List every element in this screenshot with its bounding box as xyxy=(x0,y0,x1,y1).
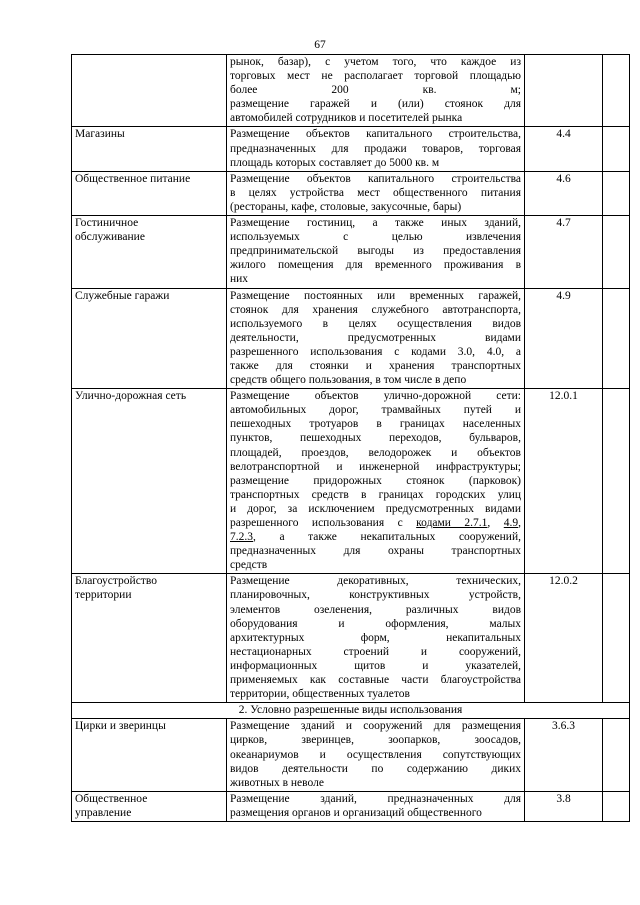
use-name-cell xyxy=(72,574,227,703)
description-line: площадь которых составляет до 5000 кв. м xyxy=(230,156,440,169)
use-name-line: Общественное питание xyxy=(75,172,191,185)
use-description-cell xyxy=(227,127,525,171)
description-line: Размещение декоративных, технических, xyxy=(230,575,521,588)
use-name-cell xyxy=(72,171,227,215)
description-line: площадей, проездов, велодорожек и объектов xyxy=(230,446,521,459)
description-line: деятельности, предусмотренных видами xyxy=(230,331,521,344)
page-number: 67 xyxy=(314,39,326,51)
table-row xyxy=(72,171,630,215)
empty-cell xyxy=(603,216,630,288)
use-name-line: Общественное xyxy=(75,792,148,805)
description-line: территории, общественных туалетов xyxy=(230,688,410,701)
description-line: используемого в целях осуществления видов xyxy=(230,317,521,330)
use-description-cell xyxy=(227,216,525,288)
empty-cell xyxy=(603,288,630,389)
description-line: жилого помещения для временного проживания в xyxy=(230,259,521,272)
empty-cell xyxy=(603,127,630,171)
use-code-cell xyxy=(525,55,603,127)
description-line: в целях устройства мест общественного питания xyxy=(230,186,521,199)
section-row xyxy=(72,703,630,719)
use-code-cell: 3.8 xyxy=(525,791,603,821)
use-code-cell: 3.6.3 xyxy=(525,719,603,791)
description-line: элементов озеленения, различных видов xyxy=(230,603,521,616)
use-name-cell xyxy=(72,719,227,791)
use-code-cell: 4.4 xyxy=(525,127,603,171)
use-code-cell: 12.0.2 xyxy=(525,574,603,703)
description-line: планировочных, конструктивных устройств, xyxy=(230,589,521,602)
description-line: пешеходных тротуаров в границах населенных xyxy=(230,418,521,431)
description-line: средств xyxy=(230,559,268,572)
use-description-cell xyxy=(227,288,525,389)
description-line: Размещение гостиниц, а также иных зданий, xyxy=(230,217,521,230)
description-line: цирков, зверинцев, зоопарков, зоосадов, xyxy=(230,734,521,747)
table-row xyxy=(72,288,630,389)
description-line: оборудования и оформления, малых xyxy=(230,617,521,630)
description-line: велотранспортной и инженерной инфраструктуры; xyxy=(230,460,521,473)
use-name-line: Магазины xyxy=(75,128,125,141)
description-line: архитектурных форм, некапитальных xyxy=(230,631,521,644)
description-line: Размещение постоянных или временных гаражей, xyxy=(230,289,521,302)
table-row xyxy=(72,127,630,171)
use-name-line: Гостиничное xyxy=(75,217,139,230)
code-link-2-7-1[interactable]: кодами 2.7.1 xyxy=(416,517,488,529)
use-name-line: Цирки и зверинцы xyxy=(75,720,166,733)
empty-cell xyxy=(603,55,630,127)
table-row xyxy=(72,216,630,288)
empty-cell xyxy=(603,791,630,821)
description-line: более 200 кв. м; xyxy=(230,84,521,97)
use-description-cell xyxy=(227,719,525,791)
description-text: , а также некапитальных сооружений, xyxy=(253,531,521,544)
use-code-cell: 12.0.1 xyxy=(525,389,603,574)
description-line: предпринимательской выгоды из предоставления xyxy=(230,245,521,258)
description-line: предназначенных для охраны транспортных xyxy=(230,545,521,558)
code-link-7-2-3[interactable]: 7.2.3 xyxy=(230,531,253,544)
use-name-cell xyxy=(72,791,227,821)
separator-text: , xyxy=(518,517,522,529)
description-line: Размещение объектов капитального строительства, xyxy=(230,128,521,141)
description-line: животных в неволе xyxy=(230,776,324,789)
use-name-line: Благоустройство xyxy=(75,575,157,588)
empty-cell xyxy=(603,719,630,791)
description-line: размещение гаражей и (или) стоянок для xyxy=(230,98,521,111)
description-line: размещение придорожных стоянок (парковок) xyxy=(230,474,521,487)
section-heading: 2. Условно разрешенные виды использования xyxy=(72,703,630,719)
description-line: торговых мест не располагает торговой площадью xyxy=(230,70,521,83)
description-line: транспортных средств в границах городских улиц xyxy=(230,488,521,501)
description-line: Размещение зданий и сооружений для размещения xyxy=(230,720,521,733)
description-line xyxy=(230,530,521,544)
description-line: океанариумов и осуществления сопутствующих xyxy=(230,748,521,761)
use-name-cell xyxy=(72,55,227,127)
table-row xyxy=(72,791,630,821)
description-line: информационных щитов и указателей, xyxy=(230,659,521,672)
use-description-cell xyxy=(227,791,525,821)
use-name-cell xyxy=(72,216,227,288)
table-row xyxy=(72,574,630,703)
empty-cell xyxy=(603,574,630,703)
use-description-cell xyxy=(227,574,525,703)
use-name-line: обслуживание xyxy=(75,231,145,244)
description-line: разрешенного использования с кодами 3.0, 4.0, а xyxy=(230,345,521,358)
description-line: средств общего пользования, в том числе в депо xyxy=(230,374,467,387)
use-code-cell: 4.7 xyxy=(525,216,603,288)
description-line: также для стоянки и хранения транспортных xyxy=(230,359,521,372)
description-line: и дорог, за исключением предусмотренных видами xyxy=(230,502,521,515)
description-line: них xyxy=(230,273,249,286)
use-description-cell xyxy=(227,171,525,215)
description-line: используемых с целью извлечения xyxy=(230,231,521,244)
description-line: Размещение зданий, предназначенных для xyxy=(230,792,521,805)
permitted-uses-table xyxy=(71,54,630,822)
use-name-line: Служебные гаражи xyxy=(75,289,170,302)
description-line: размещения органов и организаций общественного xyxy=(230,806,482,819)
description-line: автомобилей сотрудников и посетителей рынка xyxy=(230,112,463,125)
use-name-cell xyxy=(72,389,227,574)
description-line: нестационарных строений и сооружений, xyxy=(230,645,521,658)
use-name-cell xyxy=(72,127,227,171)
empty-cell xyxy=(603,171,630,215)
description-line xyxy=(230,516,521,530)
description-text: разрешенного использования с xyxy=(230,517,417,529)
table-row xyxy=(72,719,630,791)
table-row xyxy=(72,55,630,127)
table-body xyxy=(72,55,630,822)
separator-text: , xyxy=(487,517,504,529)
description-line: рынок, базар), с учетом того, что каждое из xyxy=(230,56,521,68)
use-code-cell: 4.6 xyxy=(525,171,603,215)
description-line: Размещение объектов капитального строительства xyxy=(230,172,521,185)
use-name-cell xyxy=(72,288,227,389)
description-line: автомобильных дорог, трамвайных путей и xyxy=(230,404,521,417)
description-line: видов деятельности по содержанию диких xyxy=(230,762,521,775)
description-line: пунктов, пешеходных переходов, бульваров, xyxy=(230,432,521,445)
table-row xyxy=(72,389,630,574)
use-name-line: территории xyxy=(75,589,132,602)
use-name-line: Улично-дорожная сеть xyxy=(75,390,187,403)
use-description-cell xyxy=(227,55,525,127)
description-line: стоянок для хранения служебного автотранспорта, xyxy=(230,303,521,316)
code-link-4-9[interactable]: 4.9 xyxy=(503,517,519,529)
use-code-cell: 4.9 xyxy=(525,288,603,389)
description-line: предназначенных для продажи товаров, торговая xyxy=(230,142,521,155)
description-line: применяемых как составные части благоустройства xyxy=(230,674,521,687)
description-line: Размещение объектов улично-дорожной сети: xyxy=(230,390,521,403)
empty-cell xyxy=(603,389,630,574)
use-name-line: управление xyxy=(75,806,132,819)
use-description-cell xyxy=(227,389,525,574)
description-line: (рестораны, кафе, столовые, закусочные, бары) xyxy=(230,200,462,213)
